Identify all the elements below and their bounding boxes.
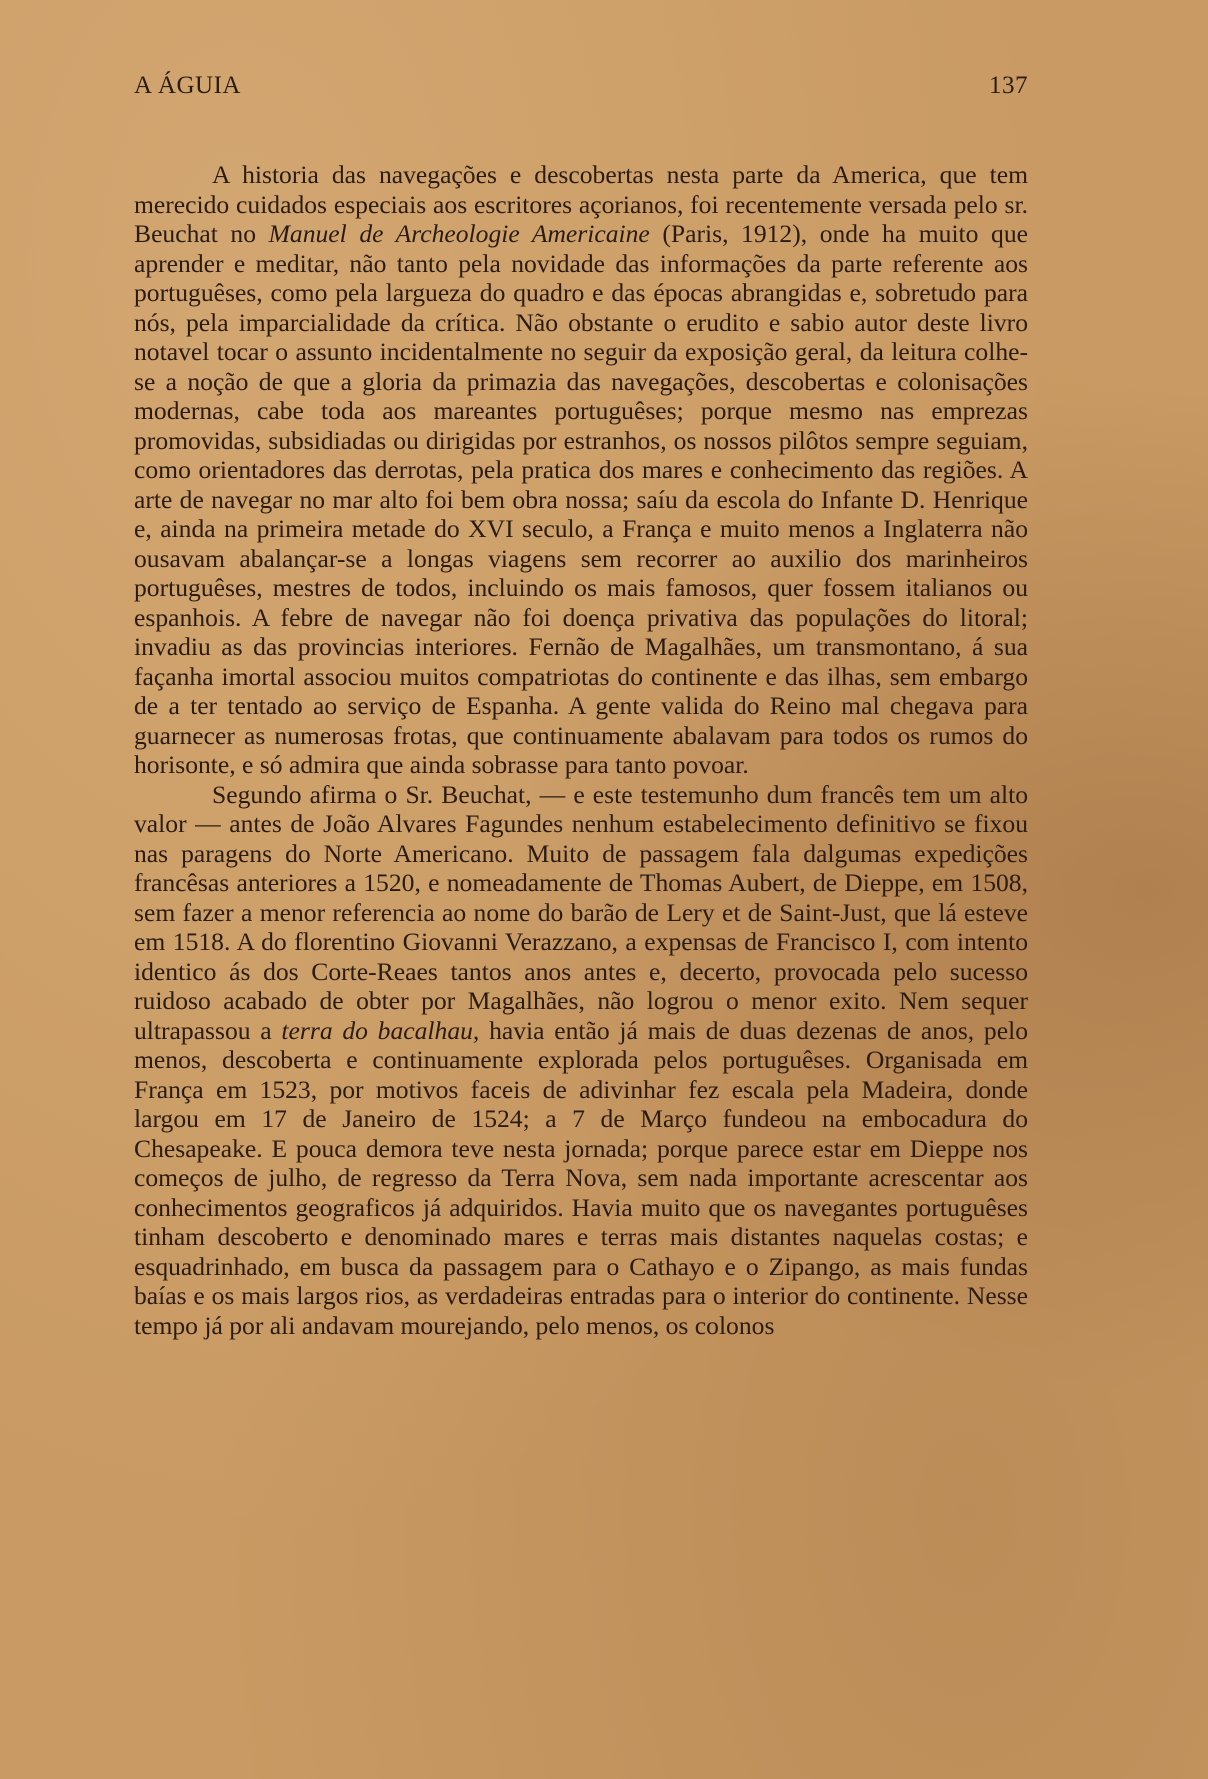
paragraph-2-text-b: havia então já mais de duas dezenas de anos, pelo menos, descoberta e continuamente explorada pelos portuguêses. Organisada em França em 1523, por motivos faceis de adivinhar fez escala pela Madeira, donde largou em 17 de Janeiro de 1524; a 7 de Março fundeou na embocadura do Chesapeake. E pouca demora teve nesta jornada; porque parece estar em Dieppe nos começos de julho, de regresso da Terra Nova, sem nada importante acrescentar aos conhecimentos geograficos já adquiridos. Havia muito que os navegantes portuguêses tinham descoberto e denominado mares e terras mais distantes naquelas costas; e esquadrinhado, em busca da passagem para o Cathayo e o Zipango, as mais fundas baías e os mais largos rios, as verdadeiras entradas para o interior do continente. Nesse tempo já por ali andavam mourejando, pelo menos, os colonos	[134, 1015, 1028, 1340]
journal-title: A ÁGUIA	[134, 72, 241, 99]
article-body	[134, 160, 1028, 1340]
paragraph-1-text-b: (Paris, 1912), onde ha muito que aprender e meditar, não tanto pela novidade das informações da parte referente aos portuguêses, como pela largueza do quadro e das épocas abrangidas e, sobretudo para nós, pela imparcialidade da crítica. Não obstante o erudito e sabio autor deste livro notavel tocar o assunto incidentalmente no seguir da exposição geral, da leitura colhe-se a noção de que a gloria da primazia das navegações, descobertas e colonisações modernas, cabe toda aos mareantes portuguêses; porque mesmo nas emprezas promovidas, subsidiadas ou dirigidas por estranhos, os nossos pilôtos sempre seguiam, como orientadores das derrotas, pela pratica dos mares e conhecimento das regiões. A arte de navegar no mar alto foi bem obra nossa; saíu da escola do Infante D. Henrique e, ainda na primeira metade do XVI seculo, a França e muito menos a Inglaterra não ousavam abalançar-se a longas viagens sem recorrer ao auxilio dos marinheiros portuguêses, mestres de todos, incluindo os mais famosos, quer fossem italianos ou espanhois. A febre de navegar não foi doença privativa das populações do litoral; invadiu as das provincias interiores. Fernão de Magalhães, um transmontano, á sua façanha imortal associou muitos compatriotas do continente e das ilhas, sem embargo de a ter tentado ao serviço de Espanha. A gente valida do Reino mal chegava para guarnecer as numerosas frotas, que continuamente abalavam para todos os rumos do horisonte, e só admira que ainda sobrasse para tanto povoar.	[134, 219, 1028, 779]
paragraph-2	[134, 780, 1028, 1341]
paragraph-2-text-a: Segundo afirma o Sr. Beuchat, — e este testemunho dum francês tem um alto valor — antes de João Alvares Fagundes nenhum estabelecimento definitivo se fixou nas paragens do Norte Americano. Muito de passagem fala dalgumas expedições francêsas anteriores a 1520, e nomeadamente de Thomas Aubert, de Dieppe, em 1508, sem fazer a menor referencia ao nome do barão de Lery et de Saint-Just, que lá esteve em 1518. A do florentino Giovanni Verazzano, a expensas de Francisco I, com intento identico ás dos Corte-Reaes tantos anos antes e, decerto, provocada pelo sucesso ruidoso acabado de obter por Magalhães, não logrou o menor exito. Nem sequer ultrapassou a	[134, 779, 1028, 1045]
paragraph-1	[134, 160, 1028, 780]
paragraph-1-text-a: A historia das navegações e descobertas nesta parte da America, que tem merecido cuidados especiais aos escritores açorianos, foi recentemente versada pelo sr. Beuchat no	[134, 160, 1028, 248]
book-title: Manuel de Archeologie Americaine	[268, 219, 650, 248]
page-number: 137	[989, 72, 1028, 99]
running-head	[134, 72, 1028, 108]
place-name-italic: terra do bacalhau,	[281, 1015, 480, 1045]
